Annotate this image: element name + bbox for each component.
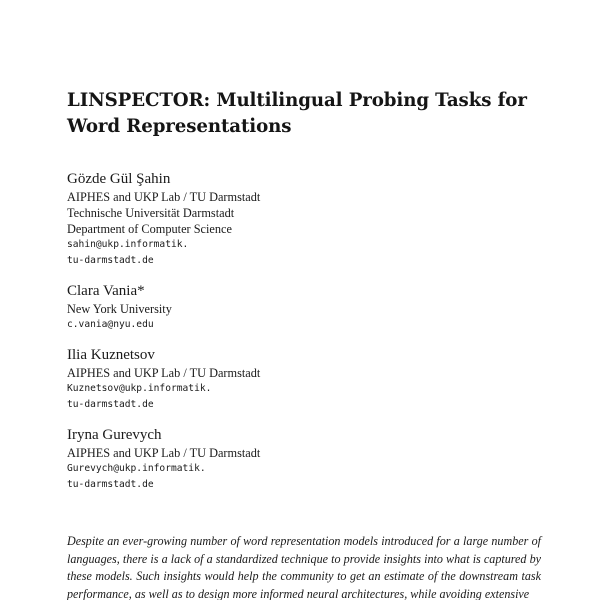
author-name: Iryna Gurevych bbox=[67, 427, 162, 443]
author-email: tu-darmstadt.de bbox=[67, 479, 154, 490]
paper-title: LINSPECTOR: Multilingual Probing Tasks for Word Representations bbox=[67, 90, 527, 137]
author-affiliation: AIPHES and UKP Lab / TU Darmstadt bbox=[67, 446, 261, 460]
author-affiliation: Technische Universität Darmstadt bbox=[67, 206, 235, 220]
author-block bbox=[67, 426, 260, 493]
author-email: tu-darmstadt.de bbox=[67, 399, 154, 410]
author-affiliation: Department of Computer Science bbox=[67, 222, 232, 236]
author-block bbox=[67, 282, 172, 333]
abstract-text: Despite an ever-growing number of word representation models introduced for a large number of languages, there is a lack of a standardized technique to provide insights into what is captured by these models. Such insights would help the community to get an estimate of the downstream task performance, as well as to design more informed neural architectures, while avoiding extensive bbox=[67, 534, 541, 600]
author-email: Gurevych@ukp.informatik. bbox=[67, 463, 206, 474]
author-name: Ilia Kuznetsov bbox=[67, 347, 155, 363]
author-affiliation: New York University bbox=[67, 302, 172, 316]
author-affiliation: AIPHES and UKP Lab / TU Darmstadt bbox=[67, 366, 261, 380]
author-name: Gözde Gül Şahin bbox=[67, 171, 171, 187]
author-name: Clara Vania* bbox=[67, 283, 145, 299]
author-block bbox=[67, 346, 260, 413]
author-email: sahin@ukp.informatik. bbox=[67, 239, 189, 250]
author-email: Kuznetsov@ukp.informatik. bbox=[67, 383, 212, 394]
author-block bbox=[67, 170, 260, 269]
author-affiliation: AIPHES and UKP Lab / TU Darmstadt bbox=[67, 190, 261, 204]
author-email: tu-darmstadt.de bbox=[67, 255, 154, 266]
author-email: c.vania@nyu.edu bbox=[67, 319, 154, 330]
